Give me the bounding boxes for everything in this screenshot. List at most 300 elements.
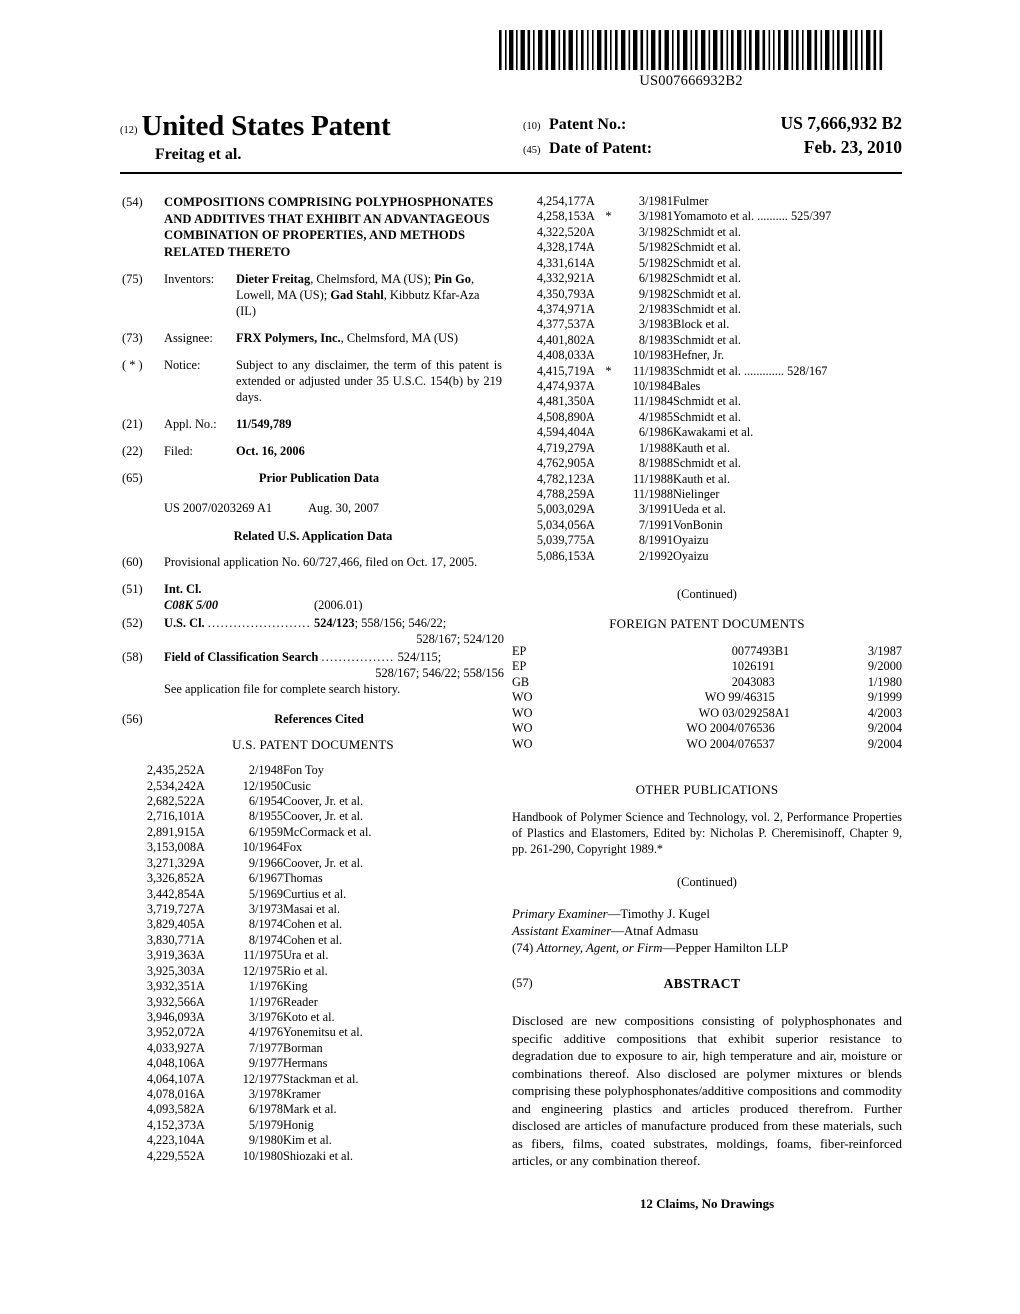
- table-row: [512, 194, 902, 209]
- kind-code-cell: A: [586, 425, 595, 440]
- inid-75: (75): [122, 272, 143, 287]
- patent-date-cell: 1/1976: [248, 979, 283, 994]
- country-code-cell: WO: [512, 721, 533, 736]
- patent-assignee-cell: Honig: [283, 1117, 314, 1132]
- kind-code-cell: A: [196, 1009, 205, 1024]
- patent-assignee-cell: Nielinger: [673, 487, 720, 502]
- table-row: [512, 348, 902, 363]
- country-code-cell: EP: [512, 643, 527, 658]
- patent-date-cell: 3/1973: [248, 902, 283, 916]
- kind-code-cell: A: [586, 456, 595, 471]
- patent-assignee-cell: Bales: [673, 379, 701, 394]
- kind-code-cell: A: [196, 794, 205, 809]
- field-prior-publication: [122, 470, 504, 494]
- cited-by-examiner-cell: [212, 964, 225, 979]
- foreign-date-cell: 3/1987: [867, 643, 902, 658]
- primary-examiner-value: —Timothy J. Kugel: [607, 906, 710, 921]
- primary-examiner-row: [512, 906, 902, 923]
- foreign-date-cell: 9/2000: [867, 659, 902, 674]
- patent-number-cell: 4,408,033: [536, 348, 586, 363]
- patent-assignee-cell: Curtius et al.: [283, 886, 347, 901]
- kind-code-cell: A: [196, 855, 205, 870]
- patent-date-cell: 2/1983: [638, 301, 673, 316]
- cited-by-examiner-cell: [602, 487, 615, 502]
- fos-line2: 528/167; 546/22; 558/156: [375, 666, 504, 681]
- prior-publication-number: US 2007/0203269 A1: [164, 501, 273, 516]
- kind-code-cell: A: [196, 979, 205, 994]
- int-cl-version: (2006.01): [314, 598, 363, 613]
- field-filed: [122, 443, 504, 459]
- patent-assignee-cell: Kramer: [283, 1087, 321, 1102]
- table-row: [122, 763, 504, 778]
- patent-assignee-cell: Masai et al.: [283, 902, 341, 916]
- foreign-patent-documents-table: [512, 644, 902, 752]
- kind-code-cell: A: [196, 886, 205, 901]
- continued-marker-1: (Continued): [677, 587, 737, 602]
- inid-54: (54): [122, 195, 143, 209]
- kind-code-cell: A: [586, 286, 595, 301]
- patent-number-cell: 4,229,552: [146, 1148, 196, 1163]
- cited-by-examiner-cell: [602, 271, 615, 286]
- patent-assignee-cell: Schmidt et al.: [673, 332, 741, 347]
- fos-line1: [164, 649, 504, 665]
- inid-21: (21): [122, 417, 143, 432]
- patent-assignee-cell: Yomamoto et al. .......... 525/397: [673, 209, 832, 224]
- int-cl-label: Int. Cl.: [164, 582, 202, 597]
- prior-publication-row: [164, 500, 504, 516]
- patent-date-cell: 5/1982: [638, 255, 673, 270]
- patent-assignee-cell: Hermans: [283, 1056, 328, 1071]
- cited-by-examiner-cell: [602, 549, 615, 564]
- inventor-3-name: Gad Stahl: [330, 288, 384, 303]
- table-row: [512, 209, 902, 224]
- patent-number-cell: 2,716,101: [146, 809, 196, 824]
- patent-assignee-cell: Yonemitsu et al.: [283, 1025, 363, 1040]
- references-cited-heading: References Cited: [274, 712, 364, 727]
- appl-no-label: Appl. No.:: [164, 417, 217, 432]
- us-cl-line1: [164, 615, 504, 631]
- kind-code-cell: A: [586, 517, 595, 532]
- foreign-kind-cell: A1: [774, 705, 790, 720]
- notice-text: Subject to any disclaimer, the term of this patent is extended or adjusted under 35 U.S.C. 154(b) by 219 days.: [236, 358, 502, 405]
- left-column: [122, 194, 504, 1164]
- patent-number-cell: 2,534,242: [146, 778, 196, 793]
- patent-date-cell: 10/1964: [242, 840, 283, 855]
- inventor-surname: Freitag et al.: [155, 146, 242, 163]
- patent-number-cell: 5,003,029: [536, 502, 586, 517]
- cited-by-examiner-cell: [602, 348, 615, 363]
- table-row: [122, 1025, 504, 1040]
- table-row: [512, 487, 902, 502]
- cited-by-examiner-cell: [212, 1133, 225, 1148]
- table-row: [122, 1118, 504, 1133]
- cited-by-examiner-cell: [212, 825, 225, 840]
- table-row: [512, 271, 902, 286]
- table-row: [512, 721, 902, 736]
- cited-by-examiner-cell: [212, 1149, 225, 1164]
- country-code-cell: WO: [512, 705, 533, 720]
- assignee-body: [164, 330, 504, 346]
- inventors-body: [164, 271, 504, 319]
- cited-by-examiner-cell: [212, 933, 225, 948]
- patent-assignee-cell: Cohen et al.: [283, 932, 343, 947]
- patent-date-cell: 9/1966: [248, 855, 283, 870]
- foreign-kind-cell: [775, 721, 817, 736]
- inventor-4-rest: Kibbutz Kfar-Aza (IL): [236, 288, 480, 319]
- patent-date-cell: 3/1981: [638, 209, 673, 224]
- patent-assignee-cell: Fox: [283, 840, 303, 855]
- patent-number-cell: 4,223,104: [146, 1133, 196, 1148]
- foreign-number-cell: 0077493: [731, 643, 775, 658]
- kind-code-cell: A: [586, 394, 595, 409]
- table-row: [122, 964, 504, 979]
- patent-number-cell: 4,788,259: [536, 487, 586, 502]
- kind-code-cell: A: [196, 902, 205, 916]
- cited-by-examiner-cell: [602, 533, 615, 548]
- patent-assignee-cell: Thomas: [283, 871, 323, 886]
- page-title: United States Patent: [141, 110, 391, 142]
- cited-by-examiner-cell: [212, 840, 225, 855]
- patent-assignee-cell: Shiozaki et al.: [283, 1148, 354, 1163]
- cited-by-examiner-cell: [212, 1056, 225, 1071]
- notice-body: [164, 357, 504, 405]
- patent-date-cell: 6/1978: [248, 1102, 283, 1117]
- header-left: [120, 110, 390, 164]
- cited-by-examiner-cell: [212, 1072, 225, 1087]
- header-right: [523, 113, 902, 161]
- barcode-block: [497, 30, 885, 90]
- us-patent-documents-heading: U.S. PATENT DOCUMENTS: [232, 737, 394, 753]
- patent-assignee-cell: Kim et al.: [283, 1133, 332, 1148]
- table-row: [512, 302, 902, 317]
- kind-code-cell: A: [586, 471, 595, 486]
- cited-by-examiner-cell: [212, 856, 225, 871]
- patent-number-cell: 3,153,008: [146, 840, 196, 855]
- patent-header: [120, 110, 902, 172]
- attorney-value: —Pepper Hamilton LLP: [662, 940, 789, 955]
- foreign-number-cell: WO 2004/076537: [686, 736, 775, 751]
- table-row: [122, 902, 504, 917]
- cited-by-examiner-cell: [212, 917, 225, 932]
- table-row: [512, 333, 902, 348]
- patent-date-row: [523, 137, 902, 158]
- right-column: [512, 194, 902, 1213]
- inid-57: (57): [512, 976, 533, 991]
- patent-assignee-cell: Schmidt et al.: [673, 409, 741, 424]
- table-row: [512, 659, 902, 674]
- table-row: [122, 1149, 504, 1164]
- patent-assignee-cell: Coover, Jr. et al.: [283, 809, 364, 824]
- table-row: [512, 549, 902, 564]
- patent-assignee-cell: Cohen et al.: [283, 917, 343, 932]
- patent-number-cell: 4,322,520: [536, 224, 586, 239]
- us-patent-documents-table-left: [122, 763, 504, 1164]
- patent-date-cell: 12/1977: [242, 1071, 283, 1086]
- kind-code-cell: A: [586, 379, 595, 394]
- int-cl-body: [164, 581, 504, 613]
- patent-number-cell: 4,401,802: [536, 332, 586, 347]
- cited-by-examiner-cell: *: [605, 363, 612, 378]
- patent-number-cell: 4,481,350: [536, 394, 586, 409]
- kind-code-cell: A: [586, 502, 595, 517]
- table-row: [122, 1056, 504, 1071]
- inid-22: (22): [122, 444, 143, 459]
- patent-assignee-cell: Hefner, Jr.: [673, 348, 725, 363]
- filed-body: [164, 443, 504, 459]
- abstract-text: Disclosed are new compositions consisting of polyphosphonates and specific additive compositions that exhibit superior resistance to degradation due to exposure to air, high temperature and air, moisture or combinations thereof. Also disclosed are polymer mixtures or blends comprising these polyphosphonates/additive compositions and commodity and engineering plastics and articles produced therefrom. Further disclosed are articles of manufacture produced from these materials, such as fibers, films, coated substrates, moldings, foams, fiber-reinforced articles, or any combination thereof.: [512, 1013, 902, 1169]
- patent-number-cell: 4,782,123: [536, 471, 586, 486]
- foreign-number-cell: WO 03/029258: [698, 705, 775, 720]
- patent-number-cell: 4,078,016: [146, 1087, 196, 1102]
- table-row: [122, 840, 504, 855]
- kind-code-cell: A: [196, 1133, 205, 1148]
- table-row: [512, 287, 902, 302]
- table-row: [512, 690, 902, 705]
- table-row: [512, 502, 902, 517]
- kind-code-cell: A: [196, 1117, 205, 1132]
- attorney-row: [512, 940, 902, 957]
- kind-code-cell: A: [196, 994, 205, 1009]
- table-row: [512, 533, 902, 548]
- patent-number-cell: 5,086,153: [536, 548, 586, 563]
- kind-code-cell: A: [586, 255, 595, 270]
- cited-by-examiner-cell: [212, 779, 225, 794]
- related-application-heading: Related U.S. Application Data: [233, 529, 393, 544]
- appl-no-body: [164, 416, 504, 432]
- table-row: [512, 240, 902, 255]
- foreign-date-cell: 9/2004: [867, 721, 902, 736]
- patent-date-cell: 6/1986: [638, 425, 673, 440]
- inid-65: (65): [122, 471, 143, 486]
- table-row: [122, 917, 504, 932]
- patent-number-cell: 4,033,927: [146, 1040, 196, 1055]
- appl-no-value: 11/549,789: [236, 417, 292, 432]
- patent-assignee-cell: Schmidt et al.: [673, 240, 741, 255]
- foreign-kind-cell: [775, 737, 817, 752]
- kind-code-cell: A: [586, 348, 595, 363]
- kind-code-cell: A: [196, 809, 205, 824]
- cited-by-examiner-cell: [602, 194, 615, 209]
- patent-date-cell: 3/1983: [638, 317, 673, 332]
- table-row: [512, 675, 902, 690]
- country-code-cell: WO: [512, 736, 533, 751]
- foreign-date-cell: 4/2003: [867, 705, 902, 720]
- table-row: [512, 379, 902, 394]
- patent-date-cell: 8/1983: [638, 332, 673, 347]
- cited-by-examiner-cell: [602, 518, 615, 533]
- patent-assignee-cell: Schmidt et al.: [673, 224, 741, 239]
- patent-date-cell: 7/1991: [638, 517, 673, 532]
- inid-10: (10): [523, 121, 541, 132]
- assignee-value: [236, 330, 502, 346]
- cited-by-examiner-cell: [602, 425, 615, 440]
- table-row: [122, 825, 504, 840]
- foreign-number-cell: WO 99/46315: [704, 690, 775, 705]
- kind-code-cell: A: [586, 533, 595, 548]
- patent-assignee-cell: Mark et al.: [283, 1102, 337, 1117]
- cited-by-examiner-cell: [602, 317, 615, 332]
- cited-by-examiner-cell: *: [605, 209, 612, 224]
- foreign-date-cell: 9/2004: [867, 736, 902, 751]
- patent-date-cell: 12/1975: [242, 963, 283, 978]
- cited-by-examiner-cell: [602, 302, 615, 317]
- patent-number-cell: 4,254,177: [536, 194, 586, 208]
- patent-number-cell: 4,332,921: [536, 271, 586, 286]
- inventor-3-rest: ,: [383, 288, 387, 303]
- primary-examiner-label: Primary Examiner: [512, 906, 608, 921]
- other-publications-text: Handbook of Polymer Science and Technology, vol. 2, Performance Properties of Plastics and Elastomers, Edited by: Nicholas P. Cheremisinoff, Chapter 9, pp. 261-290, Copyright 1989.*: [512, 810, 902, 856]
- patent-date-cell: 6/1982: [638, 271, 673, 286]
- table-row: [512, 456, 902, 471]
- patent-number-cell: 4,258,153: [536, 209, 586, 224]
- inventors-label: Inventors:: [164, 272, 215, 287]
- kind-code-cell: A: [586, 240, 595, 255]
- cited-by-examiner-cell: [212, 809, 225, 824]
- cited-by-examiner-cell: [602, 456, 615, 471]
- kind-code-cell: A: [196, 1102, 205, 1117]
- inid-58: (58): [122, 650, 143, 665]
- cited-by-examiner-cell: [212, 1025, 225, 1040]
- notice-label: Notice:: [164, 358, 201, 373]
- patent-date-cell: 5/1979: [248, 1117, 283, 1132]
- us-cl-dots: ........................: [207, 616, 311, 631]
- patent-assignee-cell: Schmidt et al.: [673, 394, 741, 409]
- fos-label: Field of Classification Search: [164, 650, 319, 665]
- table-row: [512, 425, 902, 440]
- patent-date-value: Feb. 23, 2010: [803, 137, 902, 157]
- inventor-2-name: Pin Go: [434, 272, 471, 287]
- table-row: [122, 933, 504, 948]
- assignee-label: Assignee:: [164, 331, 213, 346]
- assistant-examiner-value: —Atnaf Admasu: [611, 923, 699, 938]
- abstract-heading-row: [512, 975, 902, 992]
- inid-45: (45): [523, 145, 541, 156]
- inid-74: (74): [512, 940, 534, 955]
- fos-value: 524/115;: [397, 650, 442, 665]
- kind-code-cell: A: [196, 1071, 205, 1086]
- patent-date-cell: 11/1988: [633, 487, 673, 502]
- cited-by-examiner-cell: [602, 256, 615, 271]
- patent-number-cell: 2,435,252: [146, 763, 196, 778]
- cited-by-examiner-cell: [602, 394, 615, 409]
- table-row: [122, 1087, 504, 1102]
- barcode-image: [497, 30, 885, 70]
- cited-by-examiner-cell: [212, 1087, 225, 1102]
- table-row: [122, 809, 504, 824]
- field-related-application: [122, 554, 504, 570]
- patent-date-cell: 11/1975: [243, 948, 283, 963]
- country-code-cell: EP: [512, 659, 527, 674]
- attorney-label: Attorney, Agent, or Firm: [536, 940, 663, 955]
- patent-assignee-cell: Block et al.: [673, 317, 730, 332]
- kind-code-cell: A: [586, 194, 595, 208]
- inventors-value: [236, 271, 502, 319]
- patent-assignee-cell: Coover, Jr. et al.: [283, 855, 364, 870]
- patent-number-cell: 2,891,915: [146, 824, 196, 839]
- us-cl-rest: ; 558/156; 546/22;: [354, 616, 447, 631]
- patent-date-cell: 9/1980: [248, 1133, 283, 1148]
- kind-code-cell: A: [196, 1040, 205, 1055]
- cited-by-examiner-cell: [212, 794, 225, 809]
- patent-assignee-cell: Schmidt et al. ............. 528/167: [673, 363, 828, 378]
- inid-56: (56): [122, 712, 143, 727]
- foreign-kind-cell: [775, 690, 817, 705]
- kind-code-cell: A: [196, 871, 205, 886]
- kind-code-cell: A: [196, 1056, 205, 1071]
- kind-code-cell: A: [586, 209, 595, 224]
- foreign-number-cell: WO 2004/076536: [686, 721, 775, 736]
- cited-by-examiner-cell: [602, 379, 615, 394]
- patent-date-cell: 11/1988: [633, 471, 673, 486]
- table-row: [122, 1133, 504, 1148]
- patent-number-value: US 7,666,932 B2: [780, 113, 902, 133]
- patent-number-cell: 4,594,404: [536, 425, 586, 440]
- patent-assignee-cell: McCormack et al.: [283, 824, 372, 839]
- continued-marker-2: (Continued): [677, 874, 737, 889]
- patent-assignee-cell: Schmidt et al.: [673, 456, 741, 471]
- field-of-search: [122, 649, 504, 697]
- inventor-1-rest: , Chelmsford, MA (US);: [310, 272, 432, 287]
- patent-number-cell: 3,830,771: [146, 932, 196, 947]
- patent-assignee-cell: Fon Toy: [283, 763, 324, 778]
- patent-date-cell: 5/1969: [248, 886, 283, 901]
- patent-number-cell: 3,326,852: [146, 871, 196, 886]
- patent-date-cell: 10/1980: [242, 1148, 283, 1163]
- table-row: [512, 441, 902, 456]
- field-appl-no: [122, 416, 504, 432]
- kind-code-cell: A: [196, 1087, 205, 1102]
- patent-number-cell: 4,762,905: [536, 456, 586, 471]
- foreign-kind-cell: [775, 659, 817, 674]
- kind-code-cell: A: [196, 840, 205, 855]
- patent-assignee-cell: Cusic: [283, 778, 312, 793]
- inid-60: (60): [122, 555, 143, 570]
- barcode-number: US007666932B2: [639, 73, 743, 89]
- patent-number-cell: 4,048,106: [146, 1056, 196, 1071]
- prior-publication-date: Aug. 30, 2007: [308, 501, 379, 516]
- patent-assignee-cell: Kauth et al.: [673, 440, 731, 455]
- assistant-examiner-label: Assistant Examiner: [512, 923, 612, 938]
- cited-by-examiner-cell: [602, 502, 615, 517]
- foreign-number-cell: 2043083: [731, 674, 775, 689]
- kind-code-cell: A: [196, 824, 205, 839]
- patent-date-cell: 3/1991: [638, 502, 673, 517]
- cited-by-examiner-cell: [602, 472, 615, 487]
- field-inventors: [122, 271, 504, 319]
- patent-number-cell: 4,350,793: [536, 286, 586, 301]
- table-row: [122, 1041, 504, 1056]
- country-code-cell: WO: [512, 690, 533, 705]
- kind-code-cell: A: [196, 963, 205, 978]
- foreign-date-cell: 9/1999: [867, 690, 902, 705]
- cited-by-examiner-cell: [212, 902, 225, 917]
- patent-assignee-cell: Ura et al.: [283, 948, 329, 963]
- inid-star: ( * ): [122, 358, 143, 373]
- patent-date-cell: 2/1992: [638, 548, 673, 563]
- patent-date-cell: 2/1948: [248, 763, 283, 778]
- table-row: [122, 871, 504, 886]
- patent-date-cell: 8/1991: [638, 533, 673, 548]
- patent-date-cell: 11/1984: [633, 394, 673, 409]
- cited-by-examiner-cell: [212, 887, 225, 902]
- patent-assignee-cell: Koto et al.: [283, 1009, 335, 1024]
- header-divider-rule: [120, 172, 902, 174]
- filed-value: Oct. 16, 2006: [236, 444, 305, 459]
- patent-assignee-cell: Oyaizu: [673, 533, 709, 548]
- patent-number-cell: 3,932,351: [146, 979, 196, 994]
- patent-number-cell: 3,952,072: [146, 1025, 196, 1040]
- table-row: [122, 1010, 504, 1025]
